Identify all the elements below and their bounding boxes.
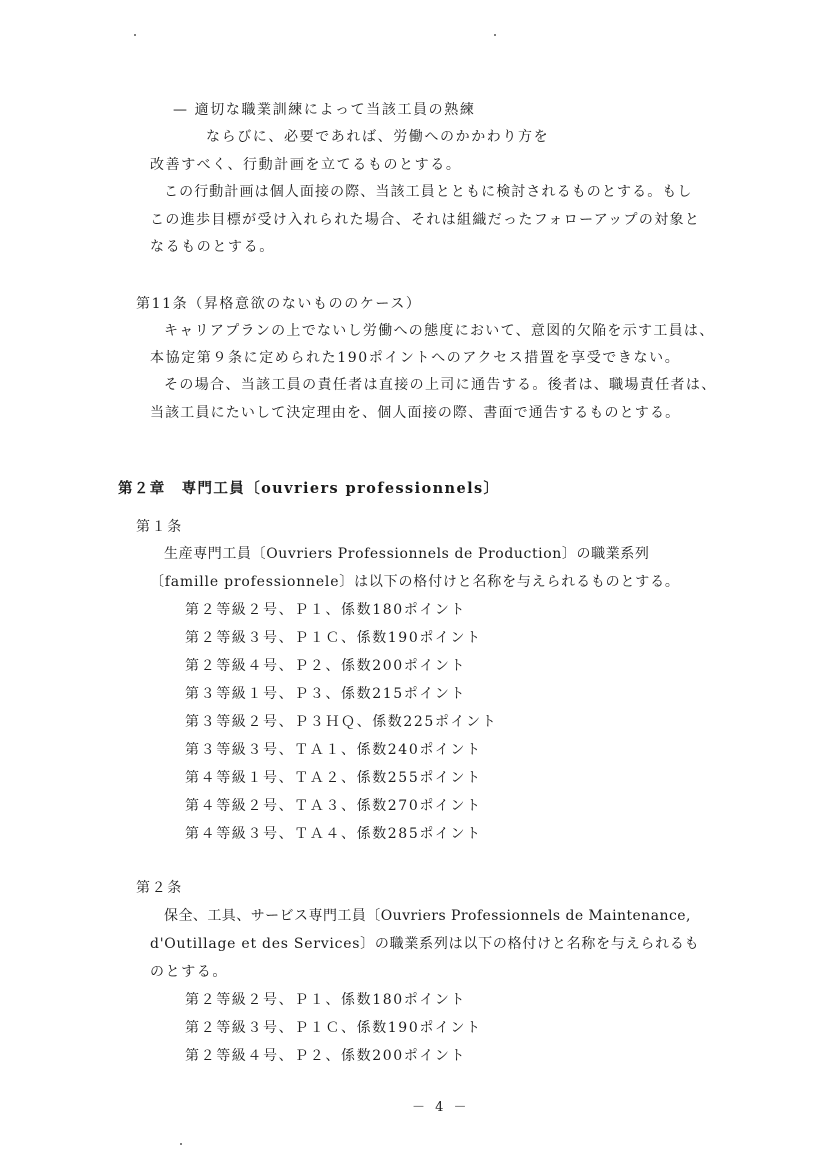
body-line: この行動計画は個人面接の際、当該工員とともに検討されるものとする。もし (164, 184, 693, 200)
body-line: なるものとする。 (150, 239, 275, 255)
body-line: ならびに、必要であれば、労働へのかかわり方を (206, 129, 550, 145)
grade-item: 第４等級２号、ＴＡ３、係数270ポイント (185, 798, 482, 814)
body-line: — 適切な職業訓練によって当該工員の熟練 (173, 102, 476, 118)
grade-item: 第３等級１号、Ｐ３、係数215ポイント (185, 686, 467, 702)
body-line: 改善すべく、行動計画を立てるものとする。 (150, 157, 462, 173)
article-heading: 第１条 (136, 519, 183, 535)
grade-item: 第３等級２号、Ｐ３ＨＱ、係数225ポイント (185, 714, 498, 730)
grade-item: 第２等級３号、Ｐ１Ｃ、係数190ポイント (185, 1020, 482, 1036)
article-line: 本協定第９条に定められた190ポイントへのアクセス措置を享受できない。 (150, 350, 681, 366)
article-line: d'Outillage et des Services〕の職業系列は以下の格付けと名称を与えられるも (150, 936, 700, 952)
grade-item: 第３等級３号、ＴＡ１、係数240ポイント (185, 742, 482, 758)
chapter-heading: 第２章 専門工員〔ouvriers professionnels〕 (118, 480, 500, 497)
article-heading: 第11条（昇格意欲のないもののケース） (136, 296, 422, 312)
article-line: キャリアプランの上でないし労働への態度において、意図的欠陥を示す工員は、 (164, 323, 715, 339)
grade-item: 第２等級２号、Ｐ１、係数180ポイント (185, 602, 467, 618)
article-line: その場合、当該工員の責任者は直接の上司に通告する。後者は、職場責任者は、 (164, 377, 717, 393)
article-line: 生産専門工員〔Ouvriers Professionnels de Production〕の職業系列 (164, 546, 650, 562)
article-line: 〔famille professionnele〕は以下の格付けと名称を与えられるものとする。 (150, 574, 680, 590)
grade-item: 第２等級２号、Ｐ１、係数180ポイント (185, 992, 467, 1008)
grade-item: 第２等級３号、Ｐ１Ｃ、係数190ポイント (185, 630, 482, 646)
scan-speck (494, 34, 496, 36)
grade-item: 第４等級１号、ＴＡ２、係数255ポイント (185, 770, 482, 786)
scan-speck (180, 1143, 182, 1145)
body-line: この進歩目標が受け入れられた場合、それは組織だったフォローアップの対象と (150, 212, 701, 228)
article-line: 当該工員にたいして決定理由を、個人面接の際、書面で通告するものとする。 (150, 405, 681, 421)
article-line: 保全、工具、サービス専門工員〔Ouvriers Professionnels de Maintenance, (164, 908, 691, 924)
grade-item: 第２等級４号、Ｐ２、係数200ポイント (185, 1048, 467, 1064)
page-number: － 4 － (412, 1100, 470, 1115)
scan-speck (134, 34, 136, 36)
article-heading: 第２条 (136, 880, 183, 896)
article-line: のとする。 (150, 964, 228, 980)
grade-item: 第４等級３号、ＴＡ４、係数285ポイント (185, 826, 482, 842)
grade-item: 第２等級４号、Ｐ２、係数200ポイント (185, 658, 467, 674)
